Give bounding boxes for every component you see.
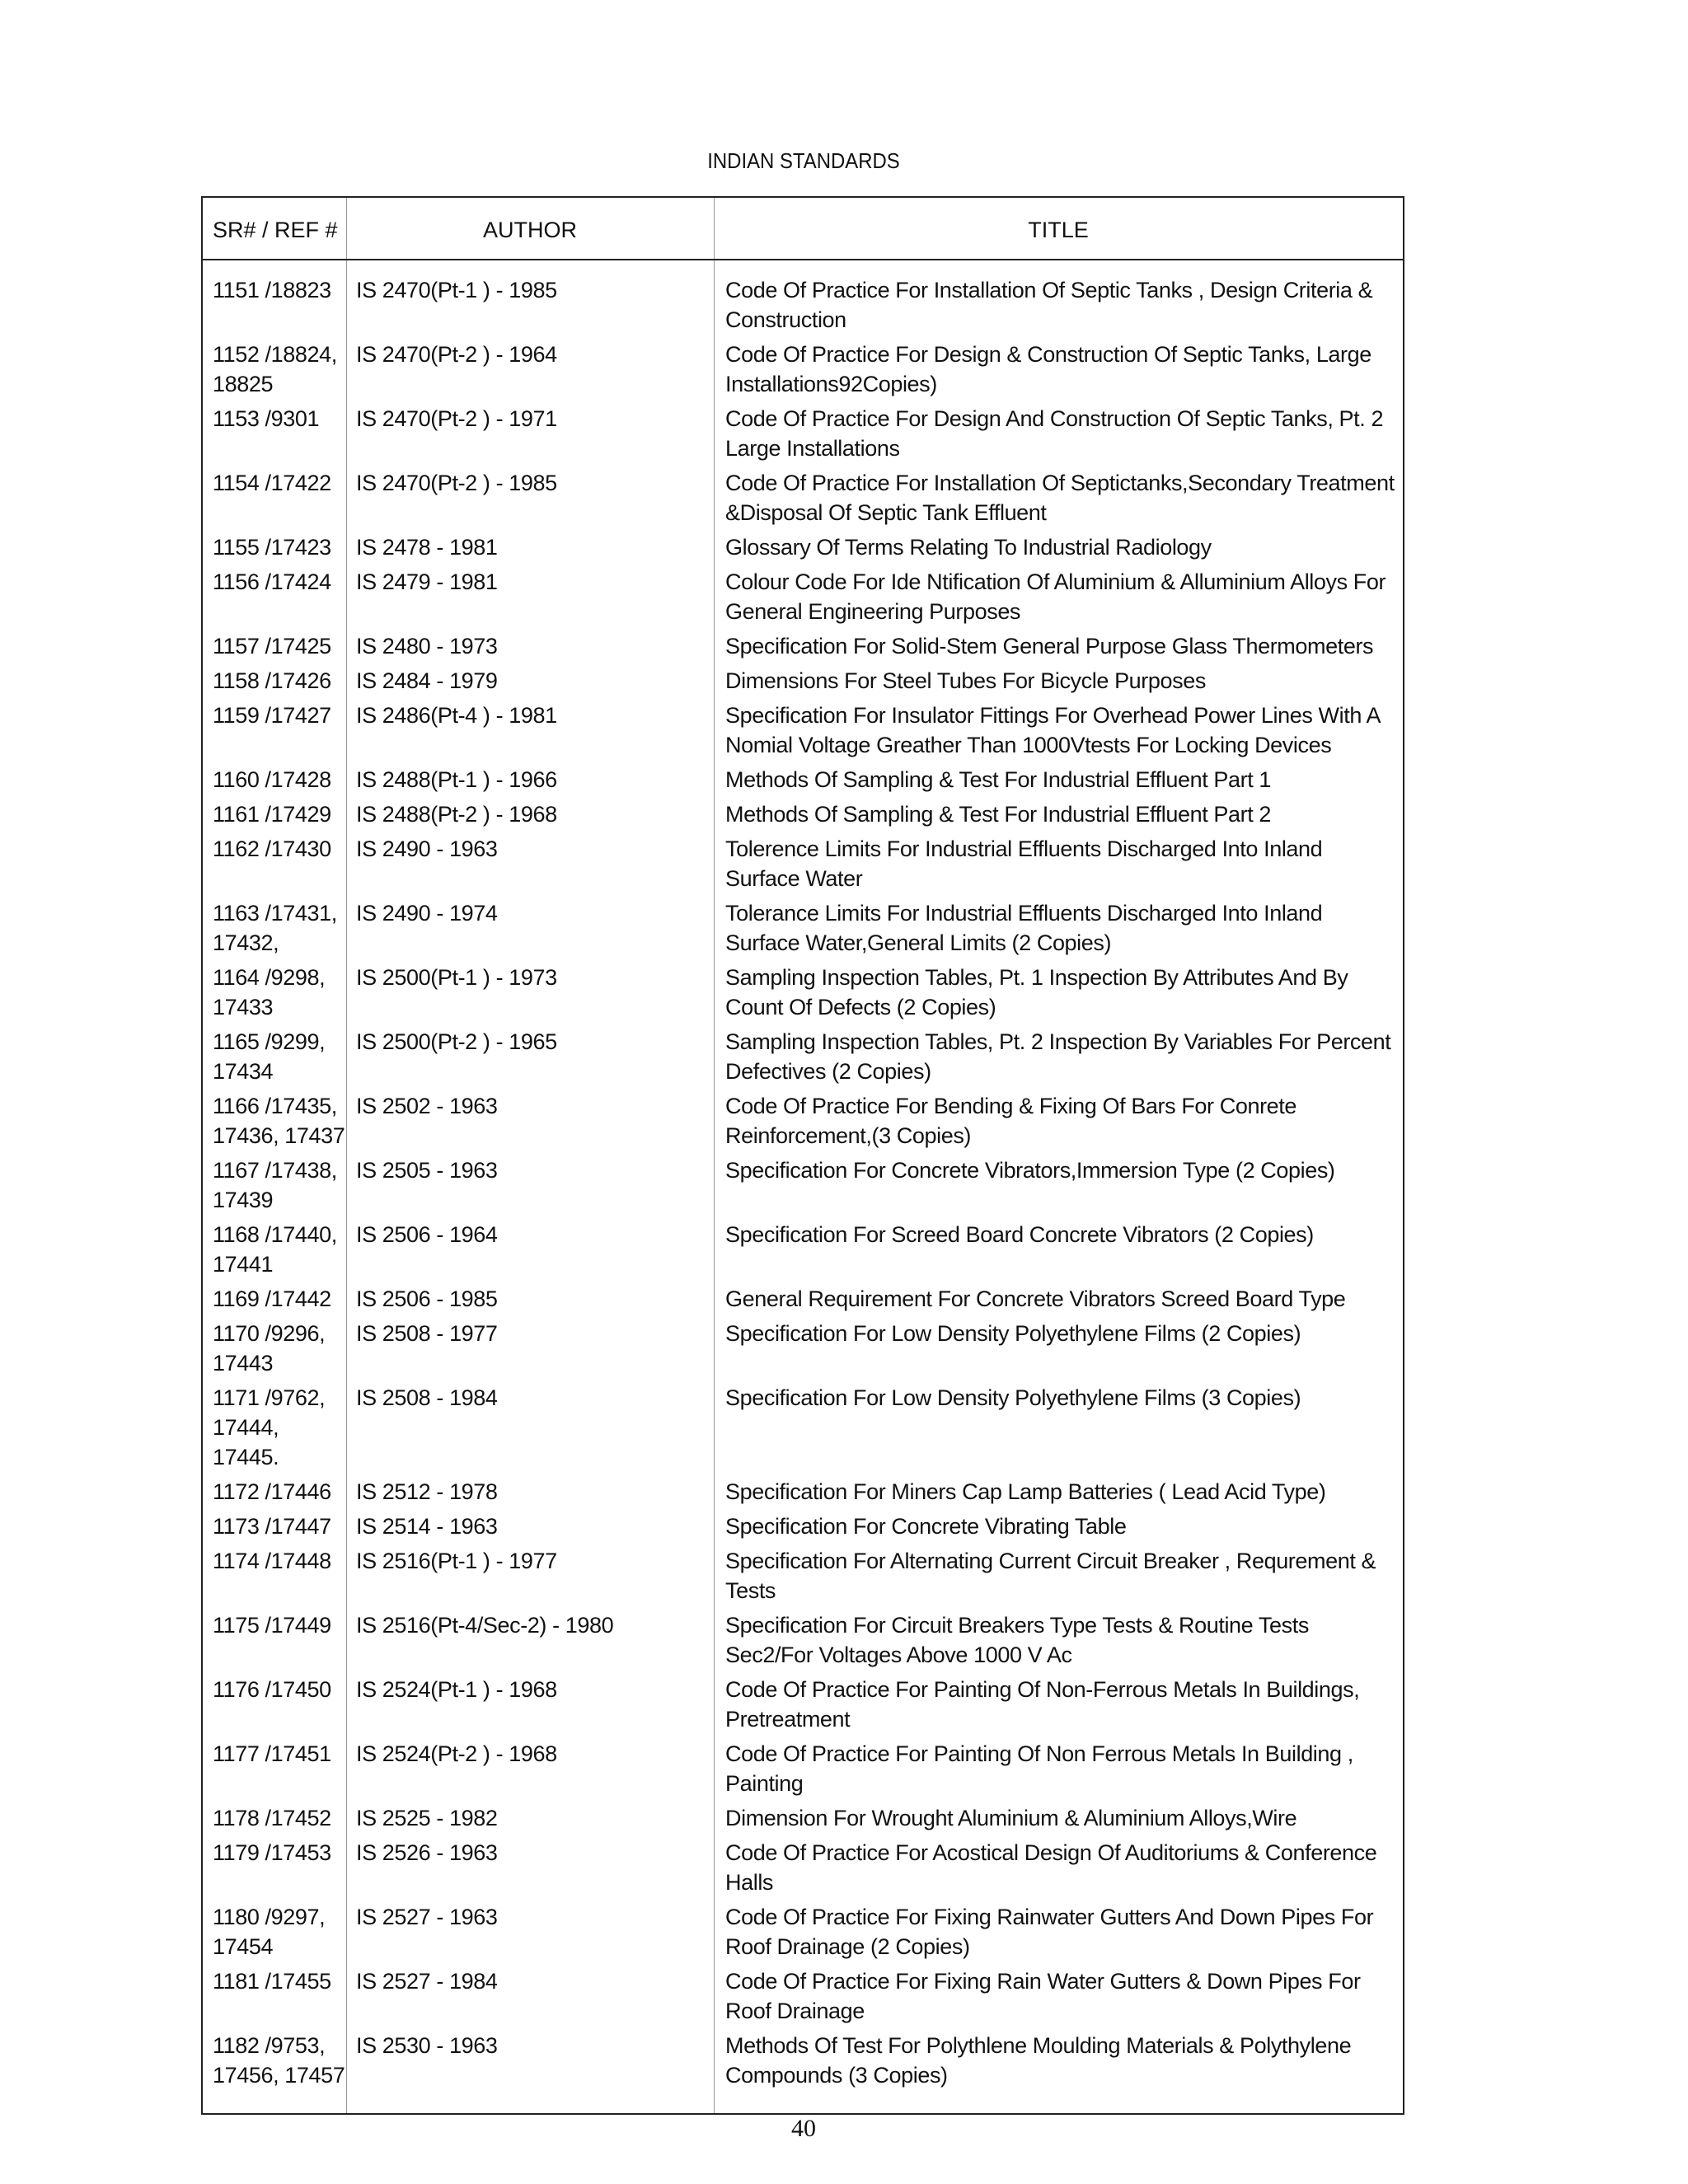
table-row bbox=[203, 1477, 1403, 1511]
author-cell: IS 2470(Pt-2 ) - 1964 bbox=[356, 342, 557, 367]
ref-cell: 1153 /9301 bbox=[213, 406, 320, 431]
title-cell: Specification For Low Density Polyethylene Films (2 Copies) bbox=[725, 1321, 1301, 1346]
column-header-author: AUTHOR bbox=[483, 217, 577, 242]
table-row bbox=[203, 834, 1403, 898]
ref-cell: 1172 /17446 bbox=[213, 1479, 331, 1504]
author-cell: IS 2508 - 1984 bbox=[356, 1385, 498, 1410]
ref-cell: 1156 /17424 bbox=[213, 569, 331, 594]
title-cell: Sampling Inspection Tables, Pt. 1 Inspection By Attributes And By Count Of Defects (2 Copies) bbox=[725, 965, 1348, 1019]
ref-cell: 1165 /9299, 17434 bbox=[213, 1029, 326, 1084]
author-cell: IS 2514 - 1963 bbox=[356, 1514, 498, 1539]
author-cell: IS 2516(Pt-4/Sec-2) - 1980 bbox=[356, 1613, 614, 1638]
table-row bbox=[203, 1675, 1403, 1739]
title-cell: Specification For Insulator Fittings For Overhead Power Lines With A Nomial Voltage Greather Than 1000Vtests For Locking Devices bbox=[725, 703, 1380, 757]
author-cell: IS 2470(Pt-2 ) - 1971 bbox=[356, 406, 557, 431]
ref-cell: 1160 /17428 bbox=[213, 767, 331, 792]
ref-cell: 1176 /17450 bbox=[213, 1677, 331, 1702]
table-row bbox=[203, 1546, 1403, 1610]
ref-cell: 1173 /17447 bbox=[213, 1514, 331, 1539]
title-cell: Code Of Practice For Fixing Rain Water Gutters & Down Pipes For Roof Drainage bbox=[725, 1969, 1361, 2023]
ref-cell: 1154 /17422 bbox=[213, 471, 331, 495]
table-header bbox=[203, 198, 1403, 275]
author-cell: IS 2480 - 1973 bbox=[356, 634, 498, 658]
title-cell: Specification For Concrete Vibrating Table bbox=[725, 1514, 1127, 1539]
table-row bbox=[203, 1091, 1403, 1155]
standards-table bbox=[203, 198, 1403, 2095]
table-row bbox=[203, 963, 1403, 1027]
author-cell: IS 2516(Pt-1 ) - 1977 bbox=[356, 1549, 557, 1573]
ref-cell: 1175 /17449 bbox=[213, 1613, 331, 1638]
table-row bbox=[203, 1838, 1403, 1902]
ref-cell: 1157 /17425 bbox=[213, 634, 331, 658]
ref-cell: 1169 /17442 bbox=[213, 1286, 331, 1311]
ref-cell: 1177 /17451 bbox=[213, 1741, 331, 1766]
author-cell: IS 2488(Pt-2 ) - 1968 bbox=[356, 802, 557, 827]
title-cell: Dimension For Wrought Aluminium & Aluminium Alloys,Wire bbox=[725, 1806, 1297, 1830]
author-cell: IS 2502 - 1963 bbox=[356, 1094, 498, 1118]
author-cell: IS 2488(Pt-1 ) - 1966 bbox=[356, 767, 557, 792]
table-row bbox=[203, 1027, 1403, 1091]
table-row bbox=[203, 340, 1403, 404]
author-cell: IS 2478 - 1981 bbox=[356, 535, 498, 560]
table-row bbox=[203, 1739, 1403, 1803]
ref-cell: 1180 /9297, 17454 bbox=[213, 1905, 326, 1959]
title-cell: Colour Code For Ide Ntification Of Aluminium & Alluminium Alloys For General Engineering Purposes bbox=[725, 569, 1386, 624]
author-cell: IS 2479 - 1981 bbox=[356, 569, 498, 594]
title-cell: Code Of Practice For Installation Of Septictanks,Secondary Treatment &Disposal Of Septic Tank Effluent bbox=[725, 471, 1395, 525]
table-row bbox=[203, 1220, 1403, 1284]
author-cell: IS 2486(Pt-4 ) - 1981 bbox=[356, 703, 557, 728]
title-cell: Code Of Practice For Painting Of Non-Ferrous Metals In Buildings, Pretreatment bbox=[725, 1677, 1360, 1732]
table-row bbox=[203, 799, 1403, 834]
ref-cell: 1179 /17453 bbox=[213, 1840, 331, 1865]
ref-cell: 1158 /17426 bbox=[213, 668, 331, 693]
author-cell: IS 2526 - 1963 bbox=[356, 1840, 498, 1865]
table-row bbox=[203, 1803, 1403, 1838]
author-cell: IS 2512 - 1978 bbox=[356, 1479, 498, 1504]
ref-cell: 1181 /17455 bbox=[213, 1969, 331, 1994]
title-cell: General Requirement For Concrete Vibrators Screed Board Type bbox=[725, 1286, 1346, 1311]
title-cell: Code Of Practice For Design And Construction Of Septic Tanks, Pt. 2 Large Installations bbox=[725, 406, 1384, 461]
ref-cell: 1167 /17438, 17439 bbox=[213, 1158, 337, 1212]
author-cell: IS 2484 - 1979 bbox=[356, 668, 498, 693]
ref-cell: 1164 /9298, 17433 bbox=[213, 965, 326, 1019]
title-cell: Methods Of Sampling & Test For Industrial Effluent Part 1 bbox=[725, 767, 1272, 792]
ref-cell: 1166 /17435, 17436, 17437 bbox=[213, 1094, 345, 1148]
author-cell: IS 2527 - 1984 bbox=[356, 1969, 498, 1994]
table-row bbox=[203, 404, 1403, 468]
table-row bbox=[203, 1319, 1403, 1383]
table-row bbox=[203, 2031, 1403, 2095]
author-cell: IS 2524(Pt-1 ) - 1968 bbox=[356, 1677, 557, 1702]
author-cell: IS 2524(Pt-2 ) - 1968 bbox=[356, 1741, 557, 1766]
ref-cell: 1162 /17430 bbox=[213, 837, 331, 861]
author-cell: IS 2470(Pt-1 ) - 1985 bbox=[356, 278, 557, 302]
title-cell: Code Of Practice For Painting Of Non Ferrous Metals In Building , Painting bbox=[725, 1741, 1353, 1796]
table-body bbox=[203, 275, 1403, 2095]
table-row bbox=[203, 567, 1403, 631]
title-cell: Methods Of Sampling & Test For Industrial Effluent Part 2 bbox=[725, 802, 1272, 827]
table-row bbox=[203, 1610, 1403, 1675]
column-header-ref: SR# / REF # bbox=[213, 217, 338, 242]
table-row bbox=[203, 275, 1403, 340]
title-cell: Specification For Low Density Polyethylene Films (3 Copies) bbox=[725, 1385, 1301, 1410]
author-cell: IS 2506 - 1964 bbox=[356, 1222, 498, 1247]
author-cell: IS 2490 - 1963 bbox=[356, 837, 498, 861]
author-cell: IS 2500(Pt-1 ) - 1973 bbox=[356, 965, 557, 990]
title-cell: Code Of Practice For Fixing Rainwater Gutters And Down Pipes For Roof Drainage (2 Copies) bbox=[725, 1905, 1374, 1959]
table-row bbox=[203, 666, 1403, 701]
author-cell: IS 2527 - 1963 bbox=[356, 1905, 498, 1929]
author-cell: IS 2525 - 1982 bbox=[356, 1806, 498, 1830]
title-cell: Dimensions For Steel Tubes For Bicycle Purposes bbox=[725, 668, 1206, 693]
table-row bbox=[203, 765, 1403, 799]
title-cell: Specification For Circuit Breakers Type Tests & Routine Tests Sec2/For Voltages Above 1000 V Ac bbox=[725, 1613, 1309, 1667]
author-cell: IS 2530 - 1963 bbox=[356, 2033, 498, 2058]
title-cell: Methods Of Test For Polythlene Moulding Materials & Polythylene Compounds (3 Copies) bbox=[725, 2033, 1352, 2088]
author-cell: IS 2505 - 1963 bbox=[356, 1158, 498, 1183]
table-row bbox=[203, 532, 1403, 567]
title-cell: Specification For Solid-Stem General Purpose Glass Thermometers bbox=[725, 634, 1374, 658]
title-cell: Specification For Miners Cap Lamp Batteries ( Lead Acid Type) bbox=[725, 1479, 1326, 1504]
column-header-title: TITLE bbox=[1028, 217, 1089, 242]
table-row bbox=[203, 1902, 1403, 1966]
title-cell: Code Of Practice For Installation Of Septic Tanks , Design Criteria & Construction bbox=[725, 278, 1373, 332]
table-row bbox=[203, 898, 1403, 963]
author-cell: IS 2508 - 1977 bbox=[356, 1321, 498, 1346]
author-cell: IS 2490 - 1974 bbox=[356, 901, 498, 926]
title-cell: Tolerance Limits For Industrial Effluents Discharged Into Inland Surface Water,General Limits (2 Copies) bbox=[725, 901, 1323, 955]
ref-cell: 1182 /9753, 17456, 17457 bbox=[213, 2033, 345, 2088]
page-title: INDIAN STANDARDS bbox=[707, 148, 900, 173]
ref-cell: 1161 /17429 bbox=[213, 802, 331, 827]
ref-cell: 1178 /17452 bbox=[213, 1806, 331, 1830]
title-cell: Glossary Of Terms Relating To Industrial Radiology bbox=[725, 535, 1212, 560]
title-cell: Tolerence Limits For Industrial Effluents Discharged Into Inland Surface Water bbox=[725, 837, 1323, 891]
author-cell: IS 2506 - 1985 bbox=[356, 1286, 498, 1311]
title-cell: Specification For Alternating Current Circuit Breaker , Requrement & Tests bbox=[725, 1549, 1376, 1603]
ref-cell: 1152 /18824, 18825 bbox=[213, 342, 337, 396]
title-cell: Code Of Practice For Design & Construction Of Septic Tanks, Large Installations92Copies) bbox=[725, 342, 1372, 396]
table-row bbox=[203, 1383, 1403, 1477]
ref-cell: 1168 /17440, 17441 bbox=[213, 1222, 337, 1277]
table-row bbox=[203, 1511, 1403, 1546]
ref-cell: 1151 /18823 bbox=[213, 278, 331, 302]
title-cell: Specification For Concrete Vibrators,Immersion Type (2 Copies) bbox=[725, 1158, 1335, 1183]
author-cell: IS 2470(Pt-2 ) - 1985 bbox=[356, 471, 557, 495]
ref-cell: 1171 /9762, 17444, 17445. bbox=[213, 1385, 326, 1469]
ref-cell: 1174 /17448 bbox=[213, 1549, 331, 1573]
ref-cell: 1163 /17431, 17432, bbox=[213, 901, 337, 955]
title-cell: Code Of Practice For Bending & Fixing Of Bars For Conrete Reinforcement,(3 Copies) bbox=[725, 1094, 1296, 1148]
ref-cell: 1155 /17423 bbox=[213, 535, 331, 560]
table-row bbox=[203, 468, 1403, 532]
ref-cell: 1170 /9296, 17443 bbox=[213, 1321, 326, 1376]
table-row bbox=[203, 1155, 1403, 1220]
ref-cell: 1159 /17427 bbox=[213, 703, 331, 728]
title-cell: Specification For Screed Board Concrete Vibrators (2 Copies) bbox=[725, 1222, 1314, 1247]
table-row bbox=[203, 631, 1403, 666]
author-cell: IS 2500(Pt-2 ) - 1965 bbox=[356, 1029, 557, 1054]
title-cell: Sampling Inspection Tables, Pt. 2 Inspection By Variables For Percent Defectives (2 Copies) bbox=[725, 1029, 1391, 1084]
title-cell: Code Of Practice For Acostical Design Of Auditoriums & Conference Halls bbox=[725, 1840, 1377, 1895]
table-row bbox=[203, 1966, 1403, 2031]
table-row bbox=[203, 1284, 1403, 1319]
table-row bbox=[203, 701, 1403, 765]
page-number: 40 bbox=[791, 2115, 816, 2142]
